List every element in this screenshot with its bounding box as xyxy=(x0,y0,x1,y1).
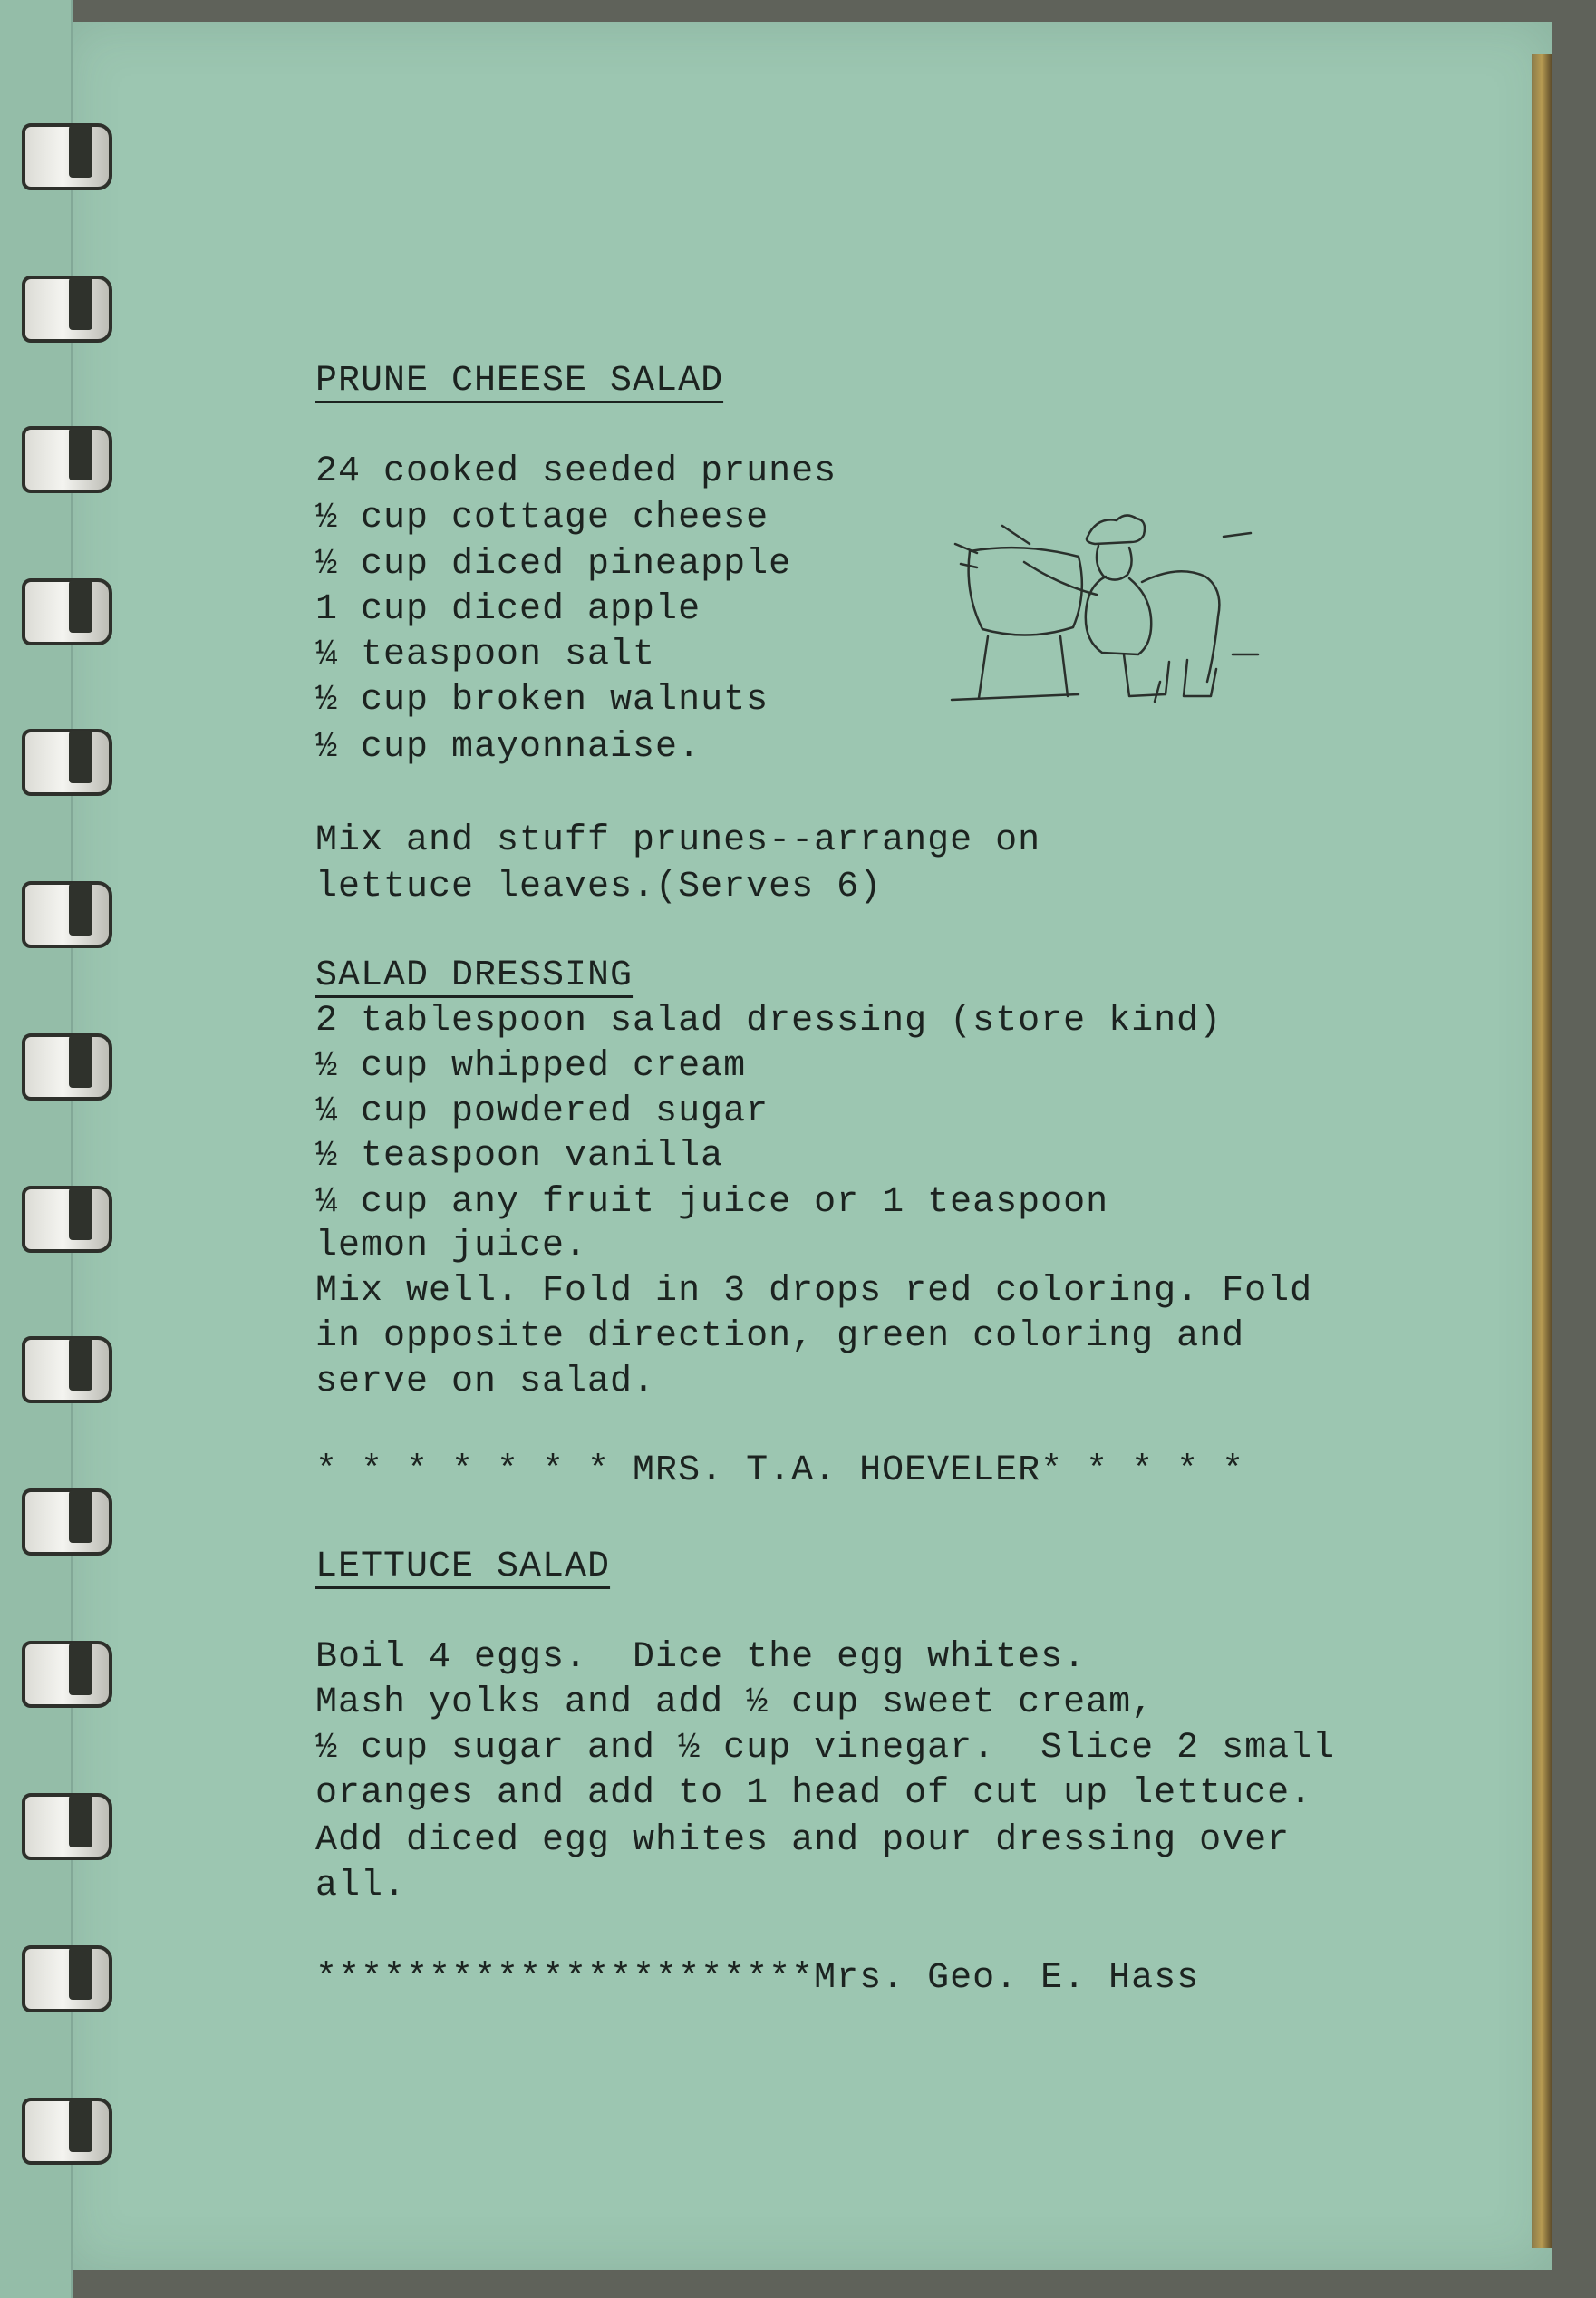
binding-coil xyxy=(16,268,114,344)
dressing-title: SALAD DRESSING xyxy=(315,955,634,996)
binding-coil xyxy=(16,1481,114,1557)
binding-coil xyxy=(16,1026,114,1102)
direction-line: all. xyxy=(315,1866,407,1906)
recipe-title: PRUNE CHEESE SALAD xyxy=(315,361,724,402)
binding-coil xyxy=(16,722,114,798)
recipe-sheet xyxy=(65,22,1552,2270)
dressing-line: ½ teaspoon vanilla xyxy=(315,1136,724,1177)
binding-coil xyxy=(16,1329,114,1405)
direction-line: oranges and add to 1 head of cut up lettuce. xyxy=(315,1773,1313,1814)
binding-coil xyxy=(16,1786,114,1862)
ingredient-line: 1 cup diced apple xyxy=(315,589,701,630)
binding-coil xyxy=(16,1178,114,1255)
contributor-credit: **********************Mrs. Geo. E. Hass xyxy=(315,1958,1200,1999)
direction-line: Boil 4 eggs. Dice the egg whites. xyxy=(315,1637,1087,1678)
ingredient-line: ½ cup mayonnaise. xyxy=(315,727,701,768)
direction-line: Mash yolks and add ½ cup sweet cream, xyxy=(315,1682,1155,1723)
dressing-line: 2 tablespoon salad dressing (store kind) xyxy=(315,1001,1223,1042)
direction-line: Add diced egg whites and pour dressing over xyxy=(315,1820,1291,1861)
binding-coil xyxy=(16,874,114,950)
dressing-line: Mix well. Fold in 3 drops red coloring. Fold xyxy=(315,1271,1313,1312)
recipe-title: LETTUCE SALAD xyxy=(315,1547,611,1587)
binding-coil xyxy=(16,2090,114,2167)
page-edge-shadow xyxy=(1532,54,1552,2248)
chef-cooking-sketch-icon xyxy=(933,500,1260,754)
ingredient-line: ½ cup diced pineapple xyxy=(315,544,792,585)
direction-line: lettuce leaves.(Serves 6) xyxy=(315,867,883,907)
direction-line: Mix and stuff prunes--arrange on xyxy=(315,820,1041,861)
dressing-line: ½ cup whipped cream xyxy=(315,1046,747,1087)
contributor-credit: * * * * * * * MRS. T.A. HOEVELER* * * * * xyxy=(315,1450,1245,1491)
binding-coil xyxy=(16,1938,114,2014)
ingredient-line: ¼ teaspoon salt xyxy=(315,635,656,675)
binding-coil xyxy=(16,1634,114,1710)
ingredient-line: ½ cup broken walnuts xyxy=(315,680,769,721)
dressing-line: ¼ cup any fruit juice or 1 teaspoon xyxy=(315,1182,1109,1223)
dressing-line: in opposite direction, green coloring and xyxy=(315,1316,1245,1357)
binding-coil xyxy=(16,116,114,192)
binding-coil xyxy=(16,419,114,495)
binding-coil xyxy=(16,571,114,647)
ingredient-line: 24 cooked seeded prunes xyxy=(315,451,837,492)
direction-line: ½ cup sugar and ½ cup vinegar. Slice 2 small xyxy=(315,1728,1336,1769)
ingredient-line: ½ cup cottage cheese xyxy=(315,498,769,538)
dressing-line: lemon juice. xyxy=(315,1226,588,1266)
dressing-line: serve on salad. xyxy=(315,1362,656,1402)
dressing-line: ¼ cup powdered sugar xyxy=(315,1091,769,1132)
